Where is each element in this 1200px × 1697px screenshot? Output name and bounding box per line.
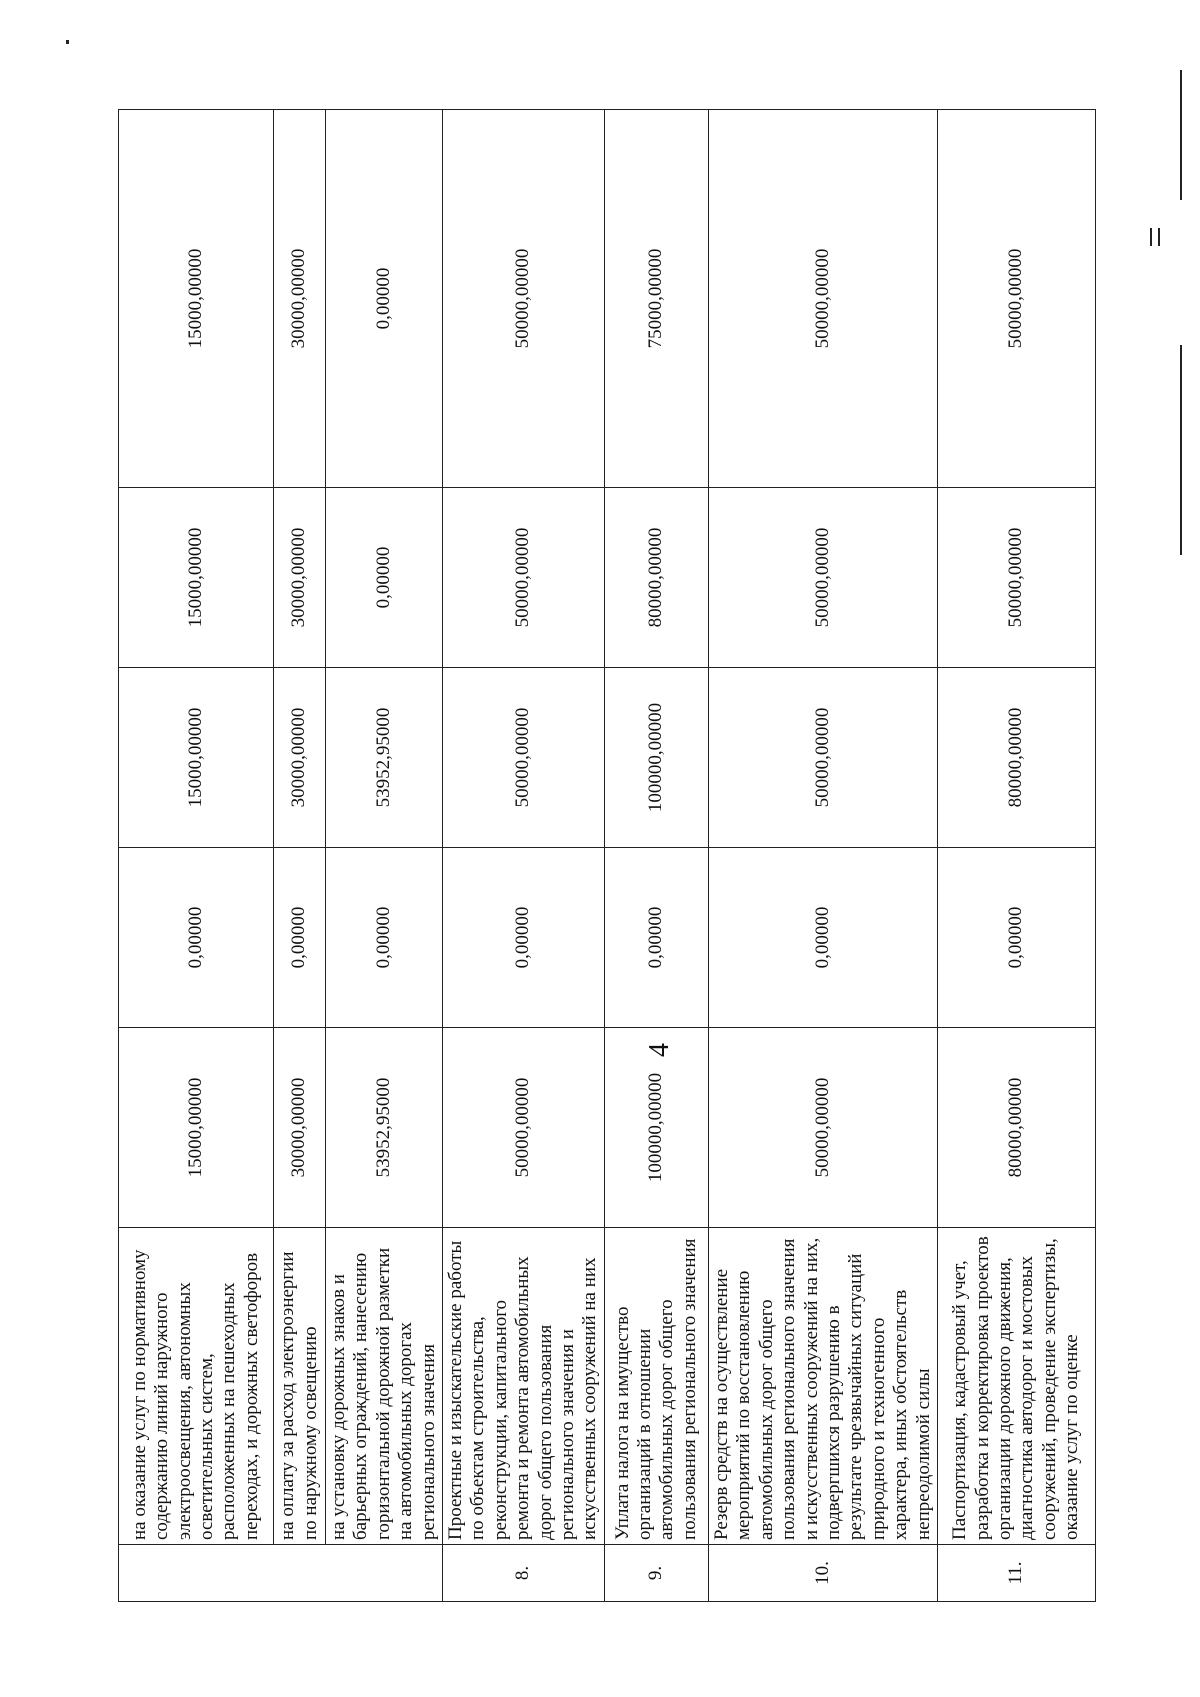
value-cell: 50000,00000 (708, 668, 937, 848)
value-cell: 75000,00000 (604, 110, 708, 488)
row-description: Резерв средств на осуществление мероприятий по восстановлению автомобильных дорог общего пользования регионального значения и искусственных сооружений на них, подвергшихся разрушению в результате чрезвычайных ситуаций природного и техногенного характера, иных обстоятельств непреодолимой силы (708, 1228, 937, 1545)
value-cell: 30000,00000 (274, 488, 326, 668)
row-description: Паспортизация, кадастровый учет, разработка и корректировка проектов организации дорожного движения, диагностика автодорог и мостовых сооружений, проведение экспертизы, оказание услуг по оценке (937, 1228, 1095, 1545)
value-cell: 30000,00000 (274, 110, 326, 488)
row-number (119, 1545, 443, 1602)
page-number: 4 (644, 1043, 675, 1057)
scan-mark (1180, 70, 1182, 200)
value-cell: 15000,00000 (119, 1028, 274, 1228)
value-cell: 50000,00000 (708, 1028, 937, 1228)
value-cell: 80000,00000 (937, 1028, 1095, 1228)
row-description: на оказание услуг по нормативному содержанию линий наружного электроосвещения, автономных осветительных систем, расположенных на пешеходных переходах, и дорожных светофоров (119, 1228, 274, 1545)
row-number: 9. (604, 1545, 708, 1602)
value-cell: 0,00000 (937, 848, 1095, 1028)
table-row (937, 110, 1095, 1602)
row-description: Уплата налога на имущество организаций в отношении автомобильных дорог общего пользования регионального значения (604, 1228, 708, 1545)
row-description: на оплату за расход электроэнергии по наружному освещению (274, 1228, 326, 1545)
scan-mark (1158, 228, 1160, 246)
value-cell: 0,00000 (708, 848, 937, 1028)
value-cell: 0,00000 (326, 848, 443, 1028)
table-row (443, 110, 605, 1602)
value-cell: 0,00000 (326, 488, 443, 668)
row-number: 8. (443, 1545, 605, 1602)
scan-mark (66, 40, 69, 44)
value-cell: 80000,00000 (937, 668, 1095, 848)
row-number: 11. (937, 1545, 1095, 1602)
value-cell: 30000,00000 (274, 668, 326, 848)
value-cell: 0,00000 (326, 110, 443, 488)
value-cell: 0,00000 (604, 848, 708, 1028)
value-cell: 50000,00000 (443, 1028, 605, 1228)
table-row (119, 110, 274, 1602)
budget-table (118, 109, 1096, 1602)
value-cell: 15000,00000 (119, 110, 274, 488)
table-row (326, 110, 443, 1602)
value-cell: 50000,00000 (708, 110, 937, 488)
value-cell: 0,00000 (119, 848, 274, 1028)
scan-mark (1150, 228, 1152, 246)
value-cell: 50000,00000 (443, 110, 605, 488)
value-cell: 53952,95000 (326, 668, 443, 848)
value-cell: 53952,95000 (326, 1028, 443, 1228)
row-number: 10. (708, 1545, 937, 1602)
rotated-page (118, 110, 1083, 1602)
row-description: на установку дорожных знаков и барьерных ограждений, нанесению горизонтальной дорожной разметки на автомобильных дорогах регионального значения (326, 1228, 443, 1545)
value-cell: 100000,00000 (604, 1028, 708, 1228)
value-cell: 30000,00000 (274, 1028, 326, 1228)
value-cell: 0,00000 (274, 848, 326, 1028)
value-cell: 15000,00000 (119, 488, 274, 668)
table-row (708, 110, 937, 1602)
value-cell: 100000,00000 (604, 668, 708, 848)
table-row (274, 110, 326, 1602)
value-cell: 50000,00000 (443, 668, 605, 848)
value-cell: 15000,00000 (119, 668, 274, 848)
value-cell: 50000,00000 (937, 110, 1095, 488)
scan-mark (1180, 345, 1182, 555)
value-cell: 80000,00000 (604, 488, 708, 668)
table-row (604, 110, 708, 1602)
value-cell: 50000,00000 (443, 488, 605, 668)
value-cell: 50000,00000 (708, 488, 937, 668)
value-cell: 0,00000 (443, 848, 605, 1028)
value-cell: 50000,00000 (937, 488, 1095, 668)
row-description: Проектные и изыскательские работы по объектам строительства, реконструкции, капитального ремонта и ремонта автомобильных дорог общего пользования регионального значения и искусственных сооружений на них (443, 1228, 605, 1545)
